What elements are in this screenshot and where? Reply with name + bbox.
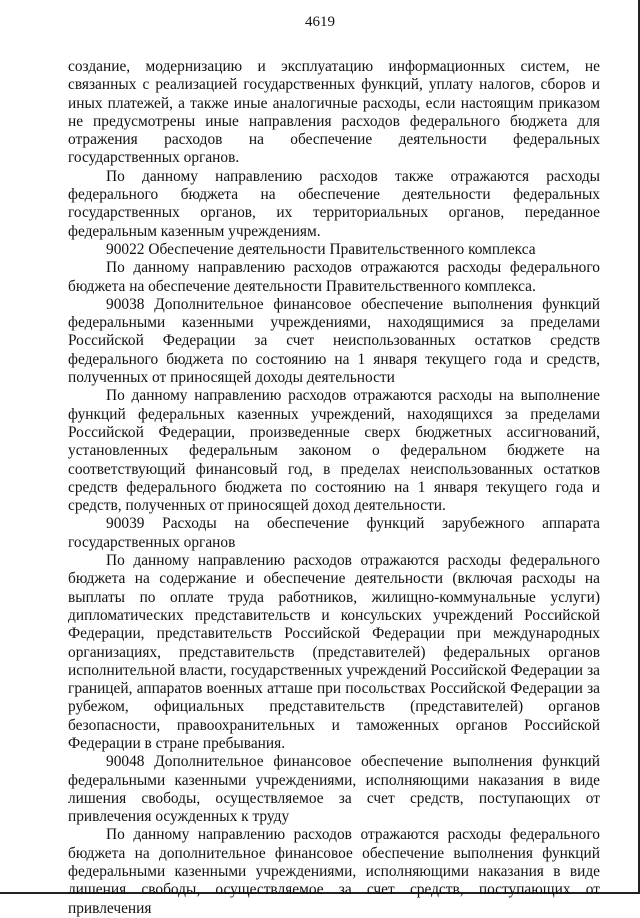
paragraph-10: По данному направлению расходов отражаются расходы федерального бюджета на дополнительное финансовое обеспечение выполнения функций федеральными казенными учреждениями, исполняющими наказания в виде лишения свободы, осуществляемое за счет средств, поступающих от привлечения (68, 826, 600, 917)
section-heading-90039: 90039 Расходы на обеспечение функций зарубежного аппарата государственных органов (68, 515, 600, 551)
paragraph-4: По данному направлению расходов отражаются расходы федерального бюджета на обеспечение деятельности Правительственного комплекса. (68, 259, 600, 295)
paragraph-1: создание, модернизацию и эксплуатацию информационных систем, не связанных с реализацией государственных функций, уплату налогов, сборов и иных платежей, а также иные аналогичные расходы, если настоящим приказом не предусмотрены иные направления расходов федерального бюджета для отражения расходов на обеспечение деятельности федеральных государственных органов. (68, 58, 600, 167)
paragraph-8: По данному направлению расходов отражаются расходы федерального бюджета на содержание и обеспечение деятельности (включая расходы на выплаты по оплате труда работников, жилищно-коммунальные услуги) дипломатических представительств и консульских учреждений Российской Федерации, представительств Российской Федерации при международных организациях, представительств (представителей) федеральных органов исполнительной власти, государственных учреждений Российской Федерации за границей, аппаратов военных атташе при посольствах Российской Федерации за рубежом, официальных представительств (представителей) органов безопасности, правоохранительных и таможенных органов Российской Федерации в стране пребывания. (68, 552, 600, 752)
section-heading-90022: 90022 Обеспечение деятельности Правительственного комплекса (106, 240, 536, 258)
page-number: 4619 (305, 14, 335, 30)
paragraph-2: По данному направлению расходов также отражаются расходы федерального бюджета на обеспечение деятельности федеральных государственных органов, их территориальных органов, переданное федеральным казенным учреждениям. (68, 167, 600, 240)
section-heading-90038: 90038 Дополнительное финансовое обеспечение выполнения функций федеральными казенными учреждениями, находящимися за пределами Российской Федерации за счет неиспользованных остатков средств федерального бюджета по состоянию на 1 января текущего года и средств, полученных от приносящей доходы деятельности (68, 295, 600, 387)
document-body (68, 58, 600, 918)
paragraph-6: По данному направлению расходов отражаются расходы на выполнение функций федеральных казенных учреждений, находящихся за пределами Российской Федерации, произведенные сверх бюджетных ассигнований, установленных федеральным законом о федеральном бюджете на соответствующий финансовый год, в пределах неиспользованных остатков средств федерального бюджета по состоянию на 1 января текущего года и средств, полученных от приносящей доход деятельности. (68, 387, 600, 515)
section-heading-90048: 90048 Дополнительное финансовое обеспечение выполнения функций федеральными казенными учреждениями, исполняющими наказания в виде лишения свободы, осуществляемое за счет средств, поступающих от привлечения осужденных к труду (68, 753, 600, 826)
